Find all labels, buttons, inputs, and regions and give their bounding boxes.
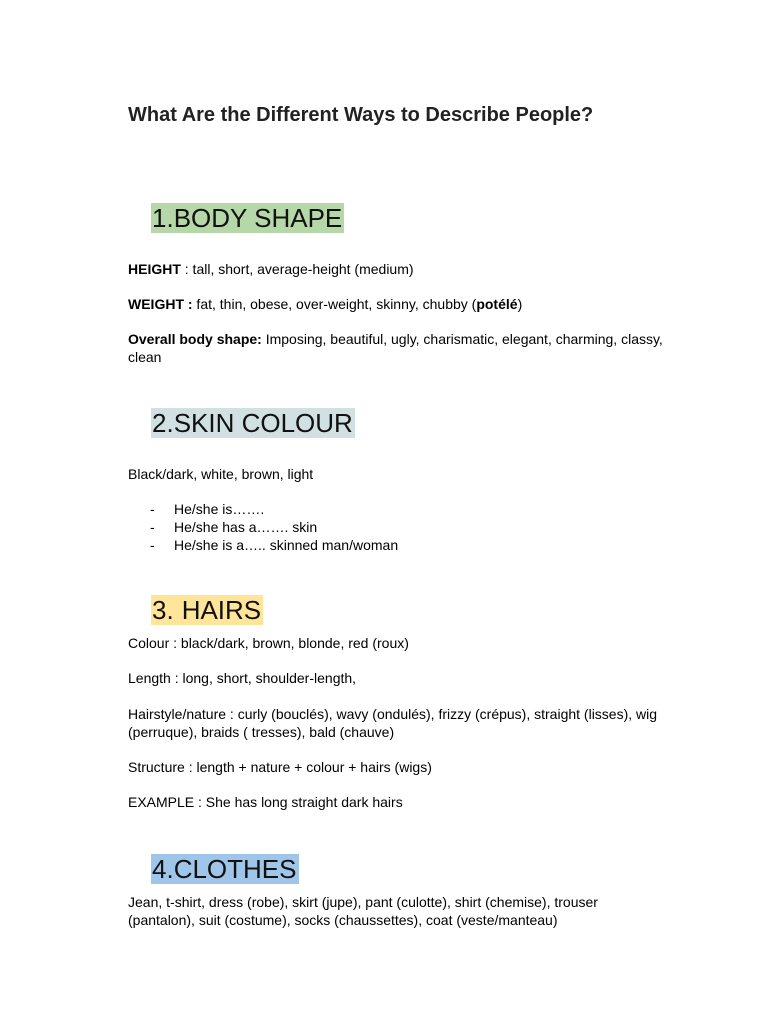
- overall-label: Overall body shape:: [128, 331, 262, 347]
- bullet-dash: -: [150, 501, 155, 517]
- section-number: 4.: [152, 854, 174, 884]
- hair-colour-line: Colour : black/dark, brown, blonde, red (roux): [128, 635, 409, 651]
- hair-structure-line: Structure : length + nature + colour + hairs (wigs): [128, 759, 432, 775]
- bullet-dash: -: [150, 519, 155, 535]
- list-item: [150, 500, 398, 518]
- list-item: [150, 518, 398, 536]
- weight-close: ): [517, 296, 523, 312]
- overall-body-shape-line: [128, 330, 676, 366]
- skin-colour-intro: Black/dark, white, brown, light: [128, 466, 314, 482]
- weight-bold-word: potélé: [476, 296, 518, 312]
- document-title: What Are the Different Ways to Describe People?: [128, 104, 594, 126]
- section-heading-clothes: [151, 854, 299, 884]
- section-number: 1.: [152, 203, 174, 233]
- bullet-dash: -: [150, 537, 155, 553]
- section-heading-body-shape: [151, 203, 344, 233]
- section-title: CLOTHES: [173, 854, 297, 884]
- list-item-text: He/she is a….. skinned man/woman: [174, 537, 399, 553]
- section-title: BODY SHAPE: [173, 203, 343, 233]
- height-text: : tall, short, average-height (medium): [180, 261, 414, 277]
- list-item: [150, 536, 398, 554]
- weight-label: WEIGHT :: [128, 296, 193, 312]
- section-heading-skin-colour: [151, 408, 355, 438]
- hair-length-line: Length : long, short, shoulder-length,: [128, 670, 357, 686]
- height-label: HEIGHT: [128, 261, 181, 277]
- hair-example-line: EXAMPLE : She has long straight dark hairs: [128, 794, 403, 810]
- overall-text: Imposing, beautiful, ugly, charismatic, elegant, charming, classy, clean: [128, 331, 663, 365]
- section-number: 2.: [152, 408, 174, 438]
- hairstyle-line: Hairstyle/nature : curly (bouclés), wavy (ondulés), frizzy (crépus), straight (lisses), wig (perruque), braids ( tresses), bald (chauve): [128, 706, 658, 740]
- list-item-text: He/she has a……. skin: [174, 519, 318, 535]
- weight-line: [128, 295, 676, 313]
- clothes-line: Jean, t-shirt, dress (robe), skirt (jupe), pant (culotte), shirt (chemise), trouser (pantalon), suit (costume), socks (chaussettes), coat (veste/manteau): [128, 894, 598, 928]
- weight-text: fat, thin, obese, over-weight, skinny, chubby (: [192, 296, 477, 312]
- list-item-text: He/she is…….: [174, 501, 265, 517]
- section-number: 3.: [152, 595, 174, 625]
- height-line: [128, 260, 676, 278]
- section-heading-hairs: [151, 595, 263, 625]
- section-title: HAIRS: [181, 595, 262, 625]
- skin-colour-bullet-list: [150, 500, 398, 554]
- section-title: SKIN COLOUR: [173, 408, 353, 438]
